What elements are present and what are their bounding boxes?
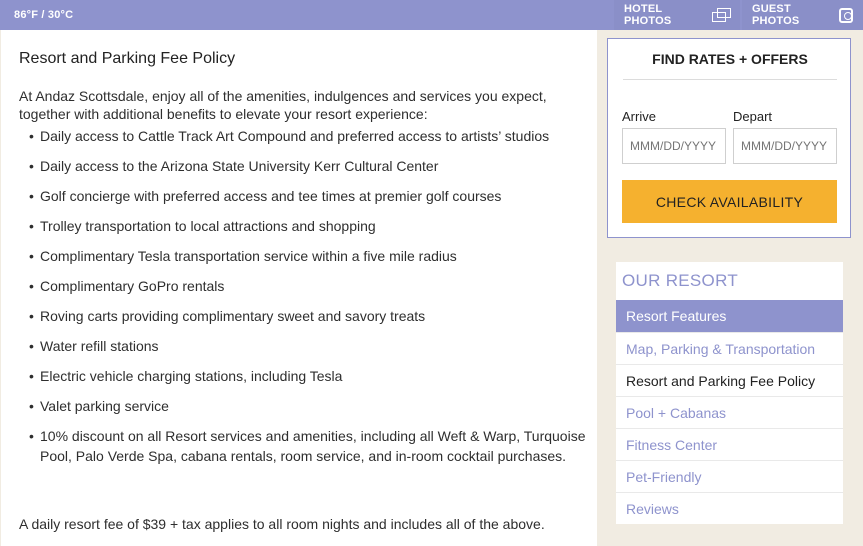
find-rates-title: FIND RATES + OFFERS: [623, 51, 837, 80]
temperature: 86°F / 30°C: [14, 9, 74, 21]
nav-item-fitness-center[interactable]: Fitness Center: [616, 428, 843, 460]
arrive-label: Arrive: [622, 109, 656, 124]
list-item: • Complimentary Tesla transportation service within a five mile radius: [29, 246, 589, 266]
nav-item-map-parking[interactable]: Map, Parking & Transportation: [616, 332, 843, 364]
page-title: Resort and Parking Fee Policy: [19, 50, 236, 67]
list-item: • Electric vehicle charging stations, including Tesla: [29, 366, 589, 386]
guest-photos-label: GUEST PHOTOS: [752, 3, 800, 27]
arrive-date-input[interactable]: [622, 128, 726, 164]
list-item: • Daily access to Cattle Track Art Compound and preferred access to artists’ studios: [29, 126, 589, 146]
nav-item-resort-features[interactable]: Resort Features: [616, 300, 843, 332]
nav-item-pool-cabanas[interactable]: Pool + Cabanas: [616, 396, 843, 428]
depart-date-input[interactable]: [733, 128, 837, 164]
list-item: • Valet parking service: [29, 396, 589, 416]
check-availability-button[interactable]: CHECK AVAILABILITY: [622, 180, 837, 223]
resort-fee-note: A daily resort fee of $39 + tax applies to all room nights and includes all of the above.: [19, 516, 545, 532]
list-item: • Golf concierge with preferred access and tee times at premier golf courses: [29, 186, 589, 206]
hotel-photos-button[interactable]: [614, 0, 740, 30]
list-item: • Trolley transportation to local attractions and shopping: [29, 216, 589, 236]
hotel-photos-label: HOTEL PHOTOS: [624, 3, 672, 27]
intro-text: At Andaz Scottsdale, enjoy all of the amenities, indulgences and services you expect, together with additional benefits to elevate your resort experience:: [19, 88, 547, 122]
list-item: • Complimentary GoPro rentals: [29, 276, 589, 296]
nav-item-fee-policy[interactable]: Resort and Parking Fee Policy: [616, 364, 843, 396]
instagram-icon: [839, 8, 853, 23]
photo-gallery-icon: [712, 8, 730, 23]
our-resort-nav: [616, 262, 843, 524]
depart-label: Depart: [733, 109, 773, 124]
top-bar: [0, 0, 863, 30]
nav-item-pet-friendly[interactable]: Pet-Friendly: [616, 460, 843, 492]
list-item: • 10% discount on all Resort services and amenities, including all Weft & Warp, Turquoise Pool, Palo Verde Spa, cabana rentals, room service, and in-room cocktail purchases.: [29, 426, 589, 466]
list-item: • Water refill stations: [29, 336, 589, 356]
our-resort-heading: OUR RESORT: [622, 271, 739, 290]
guest-photos-button[interactable]: [742, 0, 863, 30]
find-rates-panel: [607, 38, 851, 238]
list-item: • Daily access to the Arizona State University Kerr Cultural Center: [29, 156, 589, 176]
amenities-list: [29, 126, 589, 466]
list-item: • Roving carts providing complimentary sweet and savory treats: [29, 306, 589, 326]
nav-item-reviews[interactable]: Reviews: [616, 492, 843, 524]
main-content: [1, 30, 597, 546]
